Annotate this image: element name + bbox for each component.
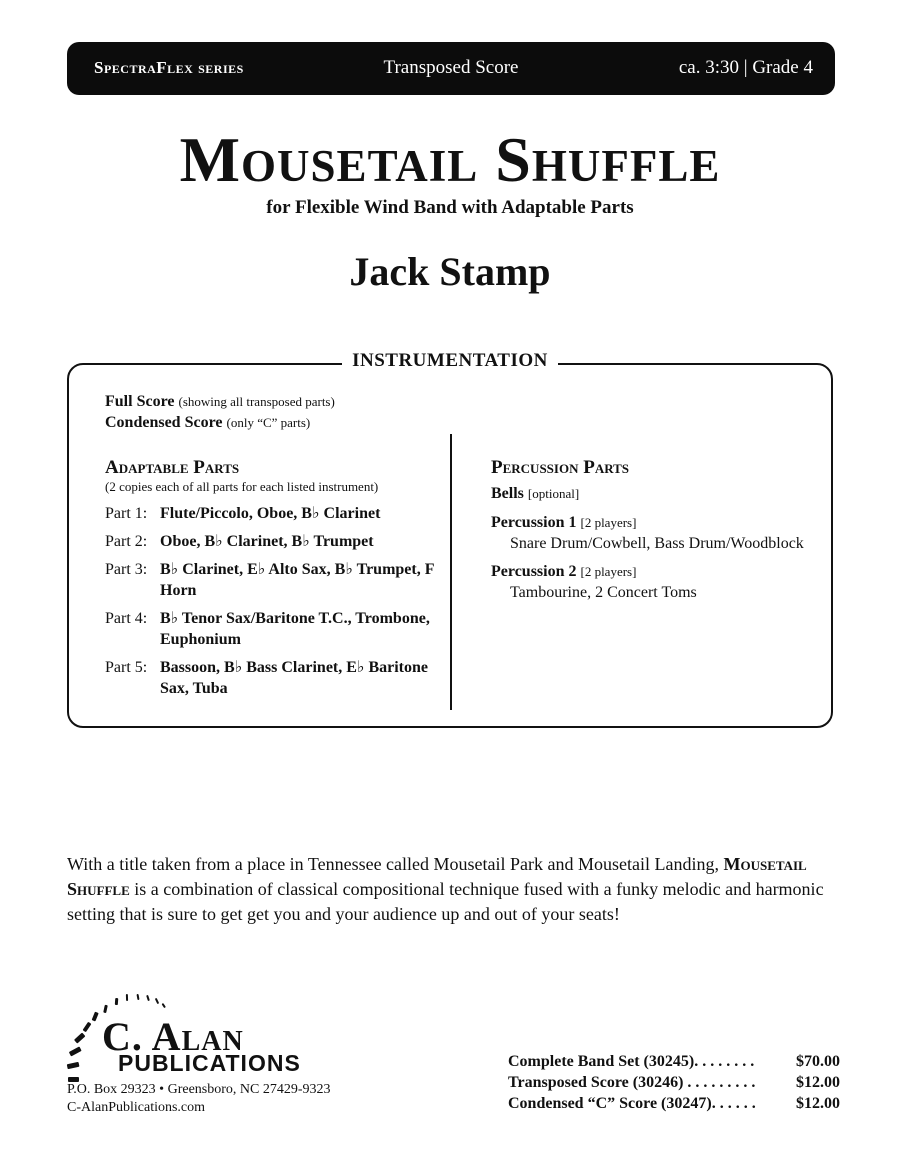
series-name: SpectraFlex series xyxy=(94,58,244,77)
description-title-ref: Mousetail Shuffle xyxy=(67,854,807,899)
part-label: Part 1: xyxy=(105,505,148,522)
part-instruments: B♭ Tenor Sax/Baritone T.C., Trombone, Euphonium xyxy=(160,610,430,648)
price-item-price: $70.00 xyxy=(796,1053,840,1070)
publisher-address-block xyxy=(67,1081,331,1117)
percussion-1-items: Snare Drum/Cowbell, Bass Drum/Woodblock xyxy=(510,535,804,552)
part-row xyxy=(105,608,445,650)
header-bar xyxy=(67,42,835,95)
part-instruments: B♭ Clarinet, E♭ Alto Sax, B♭ Trumpet, F Horn xyxy=(160,561,434,599)
price-item-price: $12.00 xyxy=(796,1074,840,1091)
scores-and-parts-column xyxy=(105,391,445,699)
bells-note: [optional] xyxy=(527,486,580,501)
description-paragraph xyxy=(67,852,837,927)
price-item-name: Complete Band Set (30245). . . . . . . . xyxy=(508,1053,755,1070)
part-label: Part 2: xyxy=(105,533,148,550)
publisher-name: C. Alan xyxy=(102,1014,244,1059)
price-item-name: Transposed Score (30246) . . . . . . . . . xyxy=(508,1074,756,1091)
publisher-address: P.O. Box 29323 • Greensboro, NC 27429-9323 xyxy=(67,1082,331,1097)
part-row xyxy=(105,531,445,552)
price-item-name: Condensed “C” Score (30247). . . . . . xyxy=(508,1095,756,1112)
description-text-start: With a title taken from a place in Tennessee called Mousetail Park and Mousetail Landing, xyxy=(67,854,724,874)
percussion-2-label: Percussion 2 xyxy=(491,563,577,580)
duration-grade: ca. 3:30 | Grade 4 xyxy=(678,57,813,78)
percussion-2-note: [2 players] xyxy=(580,564,637,579)
percussion-parts-heading: Percussion Parts xyxy=(491,457,630,478)
price-item-price: $12.00 xyxy=(796,1095,840,1112)
part-row xyxy=(105,559,445,601)
full-score-note: (showing all transposed parts) xyxy=(178,394,335,409)
price-row xyxy=(508,1093,840,1114)
part-label: Part 4: xyxy=(105,610,148,627)
part-label: Part 3: xyxy=(105,561,148,578)
full-score-label: Full Score xyxy=(105,393,175,410)
instrumentation-heading-wrap xyxy=(0,350,900,372)
adaptable-parts-heading: Adaptable Parts xyxy=(105,457,240,478)
percussion-1-note: [2 players] xyxy=(580,515,637,530)
bells-label: Bells xyxy=(491,485,524,502)
instrumentation-heading: INSTRUMENTATION xyxy=(342,350,558,371)
column-divider xyxy=(450,434,452,710)
price-list xyxy=(508,1051,840,1114)
part-instruments: Flute/Piccolo, Oboe, B♭ Clarinet xyxy=(160,505,381,522)
publisher-publications: PUBLICATIONS xyxy=(118,1050,301,1076)
adaptable-parts-note: (2 copies each of all parts for each listed instrument) xyxy=(105,479,379,494)
price-row xyxy=(508,1072,840,1093)
page-title: Mousetail Shuffle xyxy=(179,124,721,195)
part-row xyxy=(105,503,445,524)
part-instruments: Bassoon, B♭ Bass Clarinet, E♭ Baritone Sax, Tuba xyxy=(160,659,429,697)
condensed-score-note: (only “C” parts) xyxy=(226,415,311,430)
score-type: Transposed Score xyxy=(383,57,519,78)
publisher-website: C-AlanPublications.com xyxy=(67,1100,206,1115)
part-label: Part 5: xyxy=(105,659,148,676)
percussion-column xyxy=(491,457,831,603)
percussion-1-label: Percussion 1 xyxy=(491,514,577,531)
subtitle: for Flexible Wind Band with Adaptable Parts xyxy=(266,197,634,218)
part-row xyxy=(105,657,445,699)
condensed-score-label: Condensed Score xyxy=(105,414,223,431)
percussion-2-items: Tambourine, 2 Concert Toms xyxy=(510,584,697,601)
part-instruments: Oboe, B♭ Clarinet, B♭ Trumpet xyxy=(160,533,374,550)
description-text-end: is a combination of classical compositional technique fused with a funky melodic and harmonic setting that is sure to get get you and your audience up and out of your seats! xyxy=(67,879,824,924)
price-row xyxy=(508,1051,840,1072)
composer: Jack Stamp xyxy=(349,249,551,294)
